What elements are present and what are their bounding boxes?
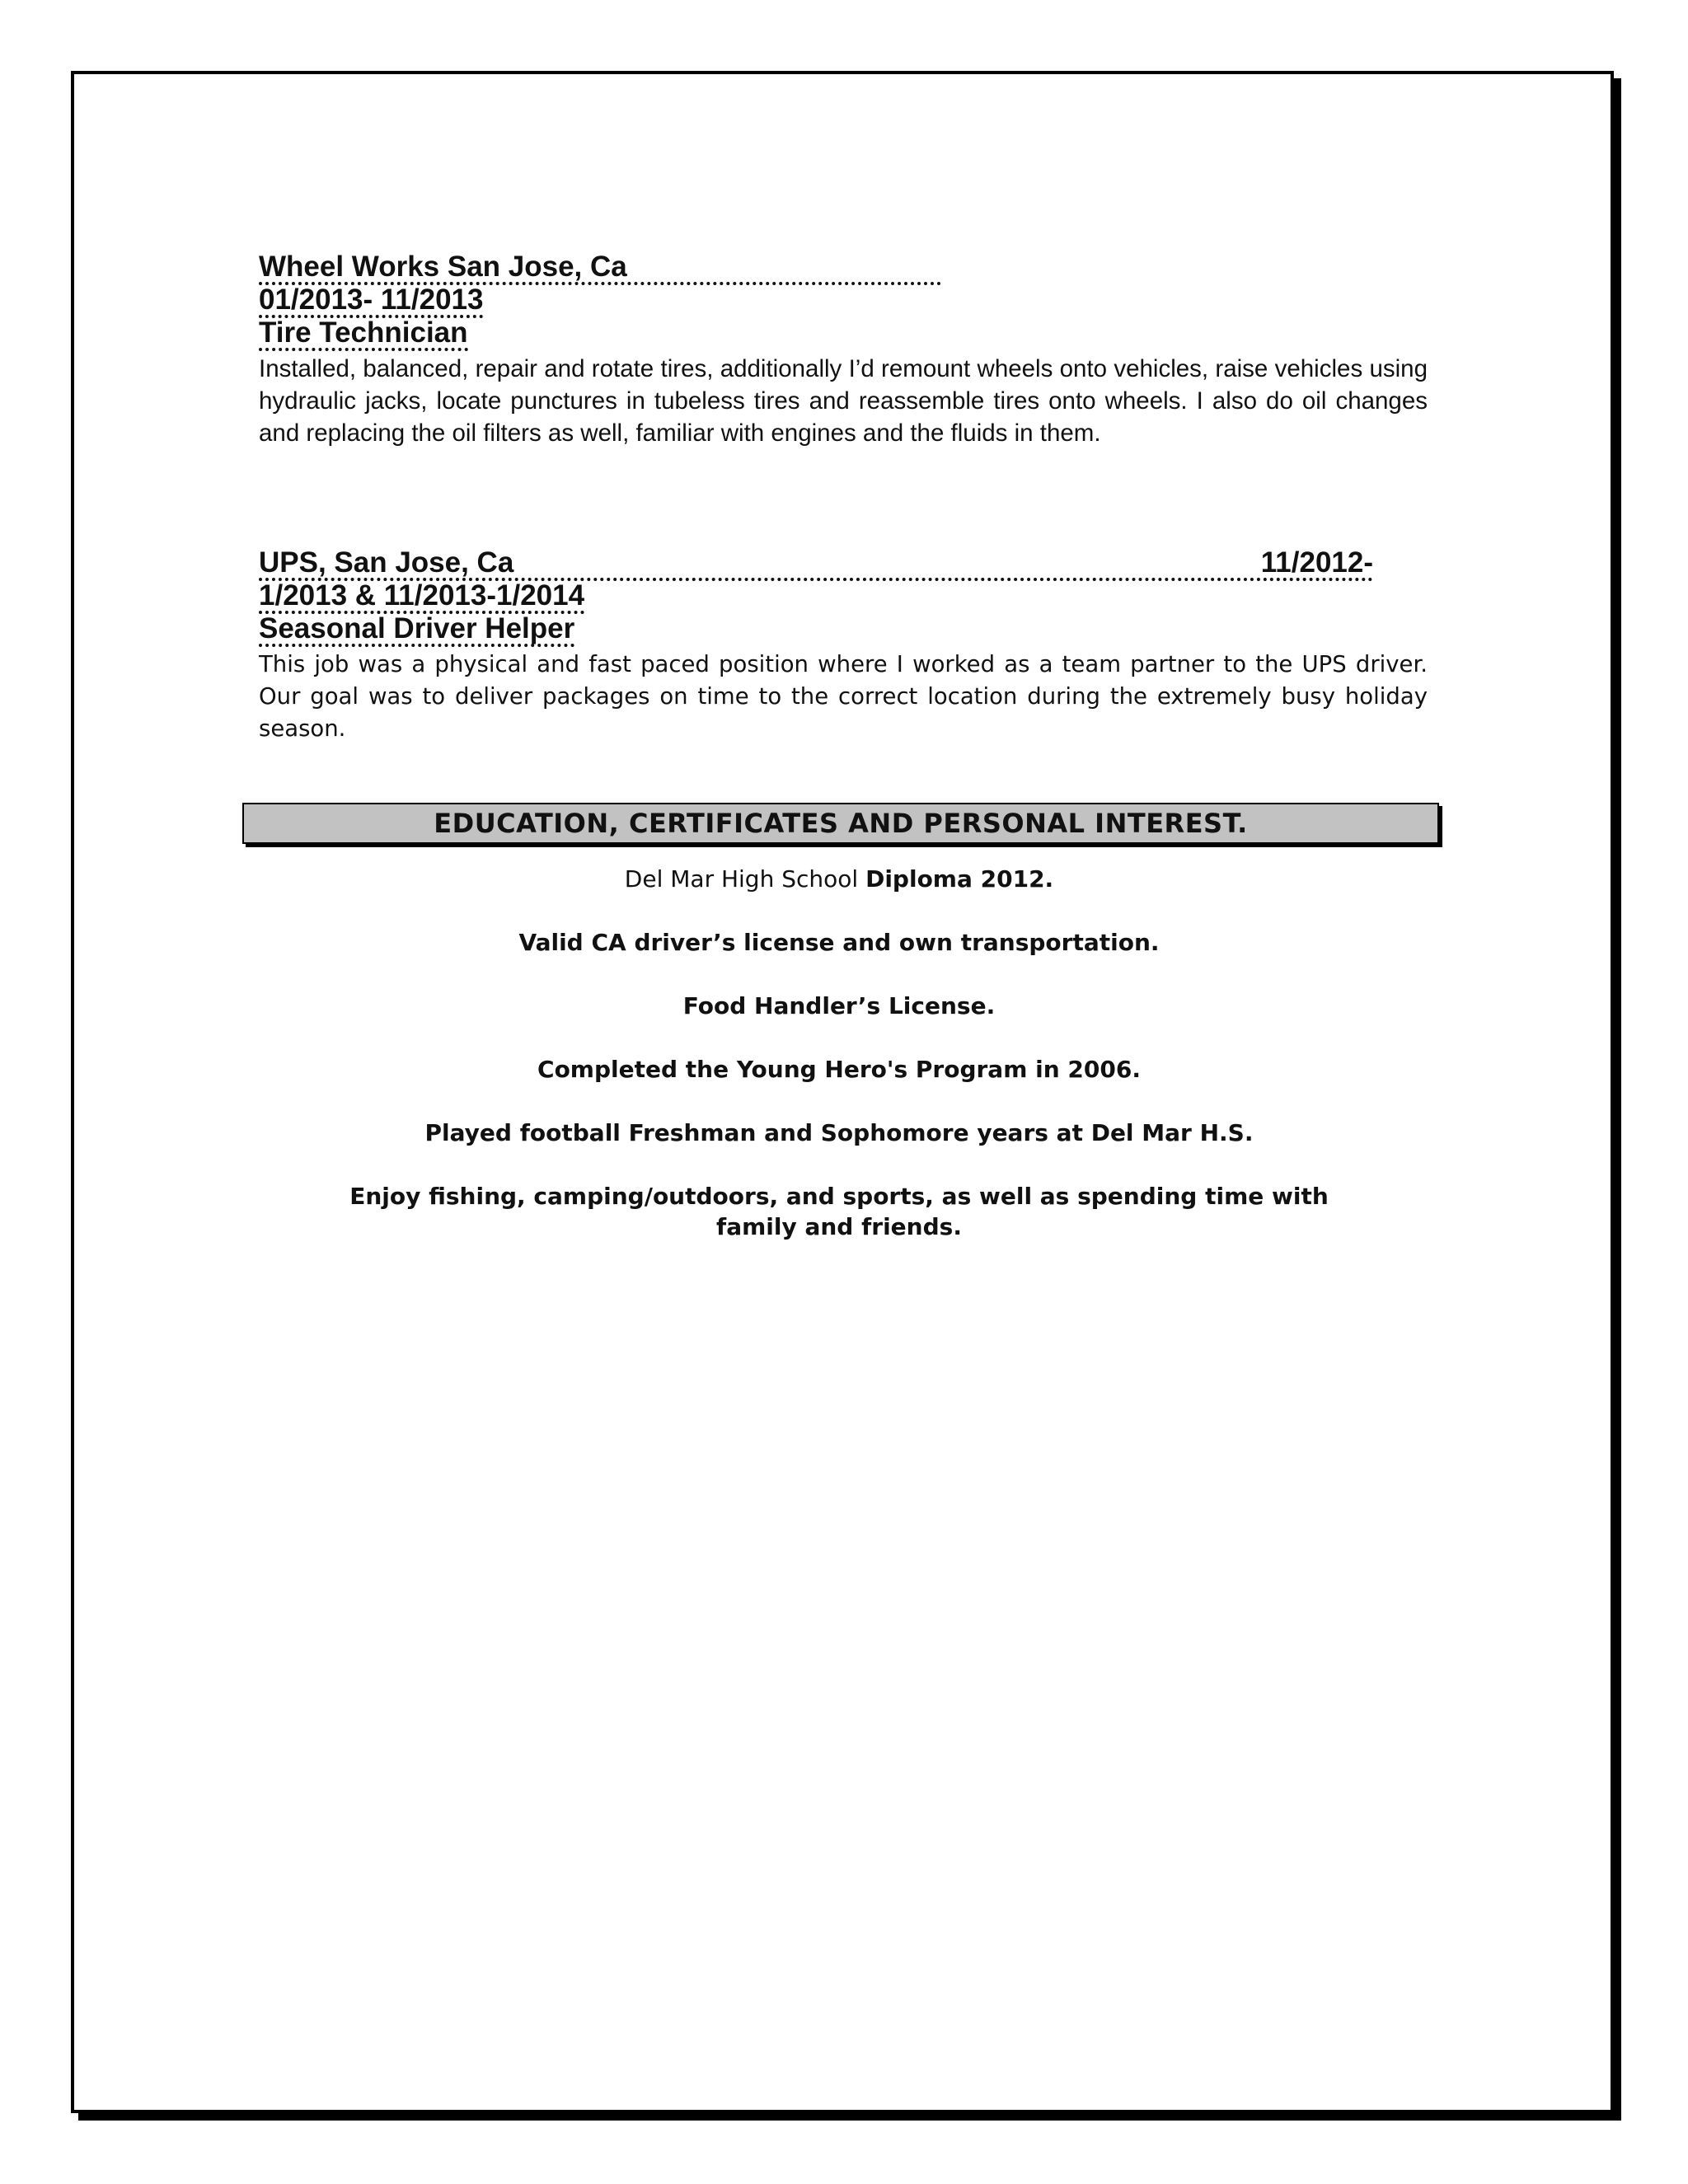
job-description: This job was a physical and fast paced position where I worked as a team partner to the UPS driver. Our goal was to deliver packages on time to the correct location during the extremely busy holiday season. — [259, 651, 1428, 742]
job-company: UPS, San Jose, Ca — [259, 546, 514, 579]
job-title-line — [259, 614, 1428, 647]
education-item-interests: Enjoy fishing, camping/outdoors, and sports, as well as spending time with family and friends. — [349, 1183, 1329, 1240]
job-dates-line — [259, 285, 1428, 318]
job-entry-wheel-works — [259, 252, 1428, 449]
education-item-diploma — [242, 864, 1436, 894]
job-company: Wheel Works San Jose, Ca — [259, 252, 941, 285]
job-dates-start: 11/2012- — [1260, 546, 1373, 579]
education-item-football: Played football Freshman and Sophomore years at Del Mar H.S. — [424, 1119, 1254, 1146]
job-description: Installed, balanced, repair and rotate tires, additionally I’d remount wheels onto vehicles, raise vehicles using hydraulic jacks, locate punctures in tubeless tires and reassemble tires onto wheels. I also do oil changes and replacing the oil filters as well, familiar with engines and the fluids in them. — [259, 355, 1428, 447]
job-dates-rest: 1/2013 & 11/2013-1/2014 — [259, 581, 584, 614]
education-item-prefix: Del Mar High School — [624, 865, 866, 893]
job-title-line — [259, 318, 1428, 351]
job-company-line — [259, 252, 1428, 285]
job-dates-line — [259, 581, 1428, 614]
education-item-text: Diploma 2012. — [865, 865, 1054, 893]
job-entry-ups — [259, 548, 1428, 745]
job-company-row — [259, 548, 1373, 581]
job-dates: 01/2013- 11/2013 — [259, 285, 483, 318]
job-title: Seasonal Driver Helper — [259, 614, 574, 647]
education-list — [242, 864, 1436, 1275]
education-item-license: Valid CA driver’s license and own transportation. — [518, 929, 1160, 956]
education-section-heading: EDUCATION, CERTIFICATES AND PERSONAL INTEREST. — [242, 803, 1439, 844]
education-item-young-hero: Completed the Young Hero's Program in 2006. — [537, 1056, 1141, 1083]
job-title: Tire Technician — [259, 318, 468, 351]
education-item-food-handler: Food Handler’s License. — [682, 992, 996, 1019]
